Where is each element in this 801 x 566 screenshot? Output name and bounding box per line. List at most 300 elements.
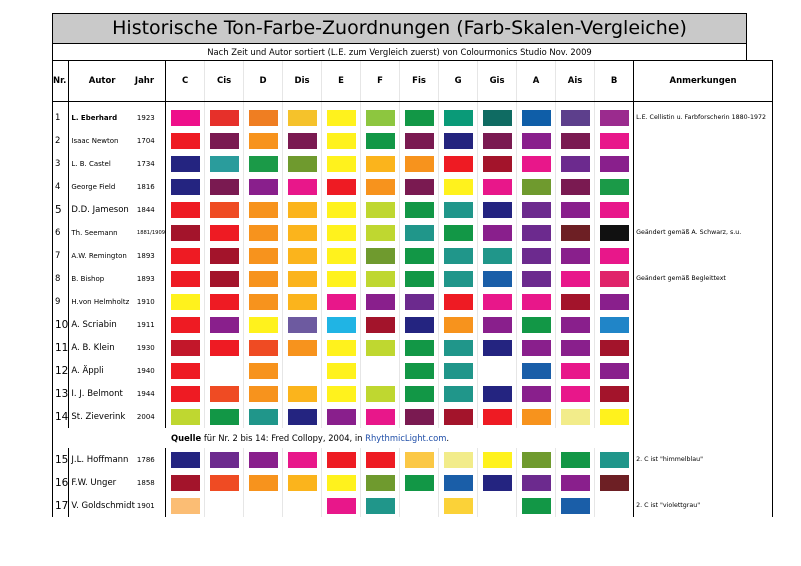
tone-cell [517,152,556,175]
tone-cell [166,448,205,471]
color-swatch [600,294,629,310]
color-swatch [210,498,239,514]
tone-cell [517,405,556,428]
color-swatch [444,133,473,149]
row-number: 11 [53,336,69,359]
tone-cell [595,382,634,405]
color-swatch [210,248,239,264]
color-swatch [171,363,200,379]
color-swatch [288,475,317,491]
color-swatch [210,133,239,149]
color-swatch [600,363,629,379]
tone-cell [478,494,517,517]
row-note [634,336,773,359]
color-swatch [366,202,395,218]
color-swatch [483,156,512,172]
tone-cell [283,152,322,175]
tone-cell [244,221,283,244]
color-swatch [405,363,434,379]
tone-cell [556,175,595,198]
tone-cell [517,221,556,244]
row-year: 1901 [136,501,155,510]
tone-cell [283,448,322,471]
color-swatch [327,202,356,218]
tone-cell [439,244,478,267]
color-swatch [483,202,512,218]
row-year: 1930 [136,343,155,352]
tone-cell [478,152,517,175]
tone-cell [517,106,556,129]
tone-cell [283,221,322,244]
color-swatch [561,202,590,218]
tone-cell [478,198,517,221]
tone-cell [361,129,400,152]
color-swatch [600,340,629,356]
tone-cell [244,106,283,129]
tone-cell [244,359,283,382]
row-note [634,129,773,152]
source-label: Quelle [171,433,202,443]
tone-cell [556,494,595,517]
color-swatch [600,110,629,126]
color-swatch [600,179,629,195]
row-note: Geändert gemäß A. Schwarz, s.u. [634,221,773,244]
color-swatch [522,179,551,195]
tone-cell [439,152,478,175]
row-year: 1786 [136,455,155,464]
tone-cell [205,494,244,517]
color-swatch [171,498,200,514]
tone-cell [556,290,595,313]
color-swatch [444,248,473,264]
color-swatch [288,409,317,425]
tone-cell [478,129,517,152]
tone-cell [244,244,283,267]
tone-cell [361,106,400,129]
tone-cell [322,175,361,198]
color-swatch [210,179,239,195]
tone-cell [322,448,361,471]
page-subtitle: Nach Zeit und Autor sortiert (L.E. zum Vergleich zuerst) von Colourmonics Studio Nov. 2009 [52,44,747,60]
color-swatch [405,452,434,468]
tone-cell [556,198,595,221]
tone-cell [283,198,322,221]
color-swatch [366,452,395,468]
color-swatch [561,452,590,468]
color-swatch [288,452,317,468]
row-number: 4 [53,175,69,198]
color-swatch [249,317,278,333]
color-swatch [327,156,356,172]
color-swatch [444,475,473,491]
tone-cell [478,267,517,290]
color-table [52,60,773,517]
tone-cell [166,290,205,313]
color-swatch [561,133,590,149]
tone-cell [517,313,556,336]
color-swatch [483,409,512,425]
tone-cell [244,290,283,313]
table-row [53,129,773,152]
color-swatch [522,317,551,333]
color-swatch [600,225,629,241]
color-swatch [288,110,317,126]
tone-cell [556,405,595,428]
tone-cell [361,198,400,221]
color-swatch [522,363,551,379]
color-swatch [171,133,200,149]
color-swatch [405,133,434,149]
color-swatch [249,386,278,402]
tone-cell [166,106,205,129]
tone-cell [517,198,556,221]
tone-cell [322,494,361,517]
row-author: L. Eberhard [69,106,135,129]
tone-cell [400,290,439,313]
row-year: 1893 [136,251,155,260]
source-text: für Nr. 2 bis 14: Fred Collopy, 2004, in [201,433,366,443]
header-tone: C [166,61,205,102]
color-swatch [405,498,434,514]
tone-cell [400,336,439,359]
tone-cell [283,106,322,129]
tone-cell [361,175,400,198]
tone-cell [439,267,478,290]
color-swatch [561,248,590,264]
color-swatch [171,409,200,425]
tone-cell [595,494,634,517]
header-tone: Gis [478,61,517,102]
table-row [53,471,773,494]
color-swatch [327,271,356,287]
row-note: L.E. Cellistin u. Farbforscherin 1880-1972 [634,106,773,129]
page-title: Historische Ton-Farbe-Zuordnungen (Farb-Skalen-Vergleiche) [52,13,747,44]
tone-cell [595,106,634,129]
color-swatch [288,179,317,195]
color-swatch [561,110,590,126]
color-swatch [561,317,590,333]
tone-cell [244,198,283,221]
row-year: 2004 [136,412,155,421]
tone-cell [166,494,205,517]
color-swatch [483,133,512,149]
tone-cell [361,494,400,517]
tone-cell [595,152,634,175]
tone-cell [322,336,361,359]
tone-cell [283,359,322,382]
header-anmerkungen: Anmerkungen [634,61,773,102]
color-swatch [327,248,356,264]
tone-cell [556,336,595,359]
color-swatch [405,271,434,287]
row-note [634,152,773,175]
color-swatch [561,363,590,379]
tone-cell [322,290,361,313]
color-swatch [600,452,629,468]
color-swatch [522,133,551,149]
tone-cell [244,313,283,336]
tone-cell [361,336,400,359]
color-swatch [600,133,629,149]
color-swatch [366,179,395,195]
row-note [634,382,773,405]
color-swatch [171,156,200,172]
row-number: 14 [53,405,69,428]
tone-cell [517,175,556,198]
color-swatch [210,110,239,126]
tone-cell [166,175,205,198]
tone-cell [166,221,205,244]
color-swatch [327,340,356,356]
color-swatch [483,317,512,333]
color-swatch [171,475,200,491]
tone-cell [322,405,361,428]
tone-cell [205,175,244,198]
color-swatch [288,340,317,356]
color-swatch [249,202,278,218]
tone-cell [205,244,244,267]
color-swatch [366,156,395,172]
tone-cell [478,244,517,267]
row-author: J.L. Hoffmann [69,448,135,471]
tone-cell [283,313,322,336]
color-swatch [171,317,200,333]
color-swatch [288,156,317,172]
color-swatch [249,179,278,195]
color-swatch [327,452,356,468]
color-swatch [522,110,551,126]
tone-cell [595,129,634,152]
tone-cell [283,382,322,405]
color-swatch [171,225,200,241]
tone-cell [439,313,478,336]
color-swatch [327,110,356,126]
tone-cell [517,382,556,405]
color-swatch [522,475,551,491]
color-swatch [600,498,629,514]
color-swatch [288,386,317,402]
table-row [53,313,773,336]
tone-cell [244,336,283,359]
tone-cell [556,382,595,405]
tone-cell [322,106,361,129]
color-swatch [561,225,590,241]
tone-cell [322,471,361,494]
color-swatch [210,409,239,425]
row-number: 3 [53,152,69,175]
tone-cell [478,290,517,313]
color-swatch [600,271,629,287]
color-swatch [483,294,512,310]
tone-cell [439,471,478,494]
color-swatch [366,271,395,287]
tone-cell [400,313,439,336]
color-swatch [327,294,356,310]
row-year: 1881/1909 [136,229,166,236]
tone-cell [166,198,205,221]
tone-cell [400,244,439,267]
tone-cell [517,290,556,313]
tone-cell [322,221,361,244]
row-author: F.W. Unger [69,471,135,494]
tone-cell [439,448,478,471]
color-swatch [444,179,473,195]
header-tone: E [322,61,361,102]
tone-cell [283,290,322,313]
color-swatch [444,294,473,310]
color-swatch [483,498,512,514]
row-number: 12 [53,359,69,382]
tone-cell [361,290,400,313]
source-row [53,428,773,448]
row-year: 1858 [136,478,155,487]
row-note [634,175,773,198]
table-row [53,382,773,405]
tone-cell [595,290,634,313]
tone-cell [556,129,595,152]
row-author: H.von Helmholtz [69,290,135,313]
row-author: D.D. Jameson [69,198,135,221]
source-link[interactable]: RhythmicLight.com [365,433,447,443]
tone-cell [556,448,595,471]
row-author: A.W. Remington [69,244,135,267]
color-swatch [561,386,590,402]
tone-cell [205,471,244,494]
color-swatch [444,363,473,379]
color-swatch [444,202,473,218]
color-swatch [249,475,278,491]
tone-cell [400,494,439,517]
color-swatch [366,133,395,149]
color-swatch [210,202,239,218]
tone-cell [556,244,595,267]
color-swatch [444,386,473,402]
tone-cell [244,267,283,290]
tone-cell [361,267,400,290]
row-author: L. B. Castel [69,152,135,175]
row-number: 9 [53,290,69,313]
tone-cell [478,221,517,244]
tone-cell [517,471,556,494]
color-swatch [327,133,356,149]
color-swatch [366,340,395,356]
tone-cell [439,129,478,152]
tone-cell [439,336,478,359]
tone-cell [478,359,517,382]
color-swatch [210,294,239,310]
row-note [634,471,773,494]
tone-cell [322,382,361,405]
tone-cell [166,336,205,359]
color-swatch [522,498,551,514]
row-year: 1910 [136,297,155,306]
tone-cell [595,175,634,198]
tone-cell [283,405,322,428]
color-swatch [210,225,239,241]
row-number: 1 [53,106,69,129]
color-swatch [522,452,551,468]
color-swatch [483,363,512,379]
table-row [53,221,773,244]
tone-cell [205,448,244,471]
tone-cell [322,129,361,152]
tone-cell [361,382,400,405]
color-swatch [171,386,200,402]
tone-cell [439,405,478,428]
color-swatch [249,363,278,379]
row-year: 1893 [136,274,155,283]
color-swatch [600,156,629,172]
color-swatch [405,317,434,333]
header-tone: Fis [400,61,439,102]
color-swatch [600,409,629,425]
color-swatch [483,248,512,264]
tone-cell [166,267,205,290]
tone-cell [400,175,439,198]
tone-cell [244,175,283,198]
color-swatch [249,156,278,172]
tone-cell [244,471,283,494]
color-swatch [210,452,239,468]
table-row [53,198,773,221]
table-row [53,359,773,382]
tone-cell [595,336,634,359]
row-note [634,290,773,313]
tone-cell [439,175,478,198]
tone-cell [439,221,478,244]
row-note: Geändert gemäß Begleittext [634,267,773,290]
color-swatch [249,409,278,425]
tone-cell [400,359,439,382]
header-tone: Ais [556,61,595,102]
tone-cell [166,359,205,382]
color-swatch [366,294,395,310]
color-swatch [483,271,512,287]
header-tone: D [244,61,283,102]
table-row [53,244,773,267]
color-swatch [366,363,395,379]
row-year: 1844 [136,205,155,214]
row-author: George Field [69,175,135,198]
tone-cell [361,152,400,175]
tone-cell [595,471,634,494]
color-swatch [600,475,629,491]
color-swatch [171,340,200,356]
row-author: Th. Seemann [69,221,135,244]
tone-cell [205,359,244,382]
color-swatch [249,452,278,468]
row-number: 15 [53,448,69,471]
row-author: B. Bishop [69,267,135,290]
row-year: 1734 [136,159,155,168]
row-number: 10 [53,313,69,336]
tone-cell [478,313,517,336]
color-swatch [327,179,356,195]
color-swatch [249,248,278,264]
tone-cell [361,471,400,494]
color-swatch [483,386,512,402]
row-number: 5 [53,198,69,221]
row-note [634,359,773,382]
tone-cell [322,152,361,175]
color-swatch [561,271,590,287]
color-swatch [561,179,590,195]
color-swatch [288,271,317,287]
color-swatch [288,202,317,218]
tone-cell [478,175,517,198]
color-swatch [210,340,239,356]
tone-cell [478,382,517,405]
